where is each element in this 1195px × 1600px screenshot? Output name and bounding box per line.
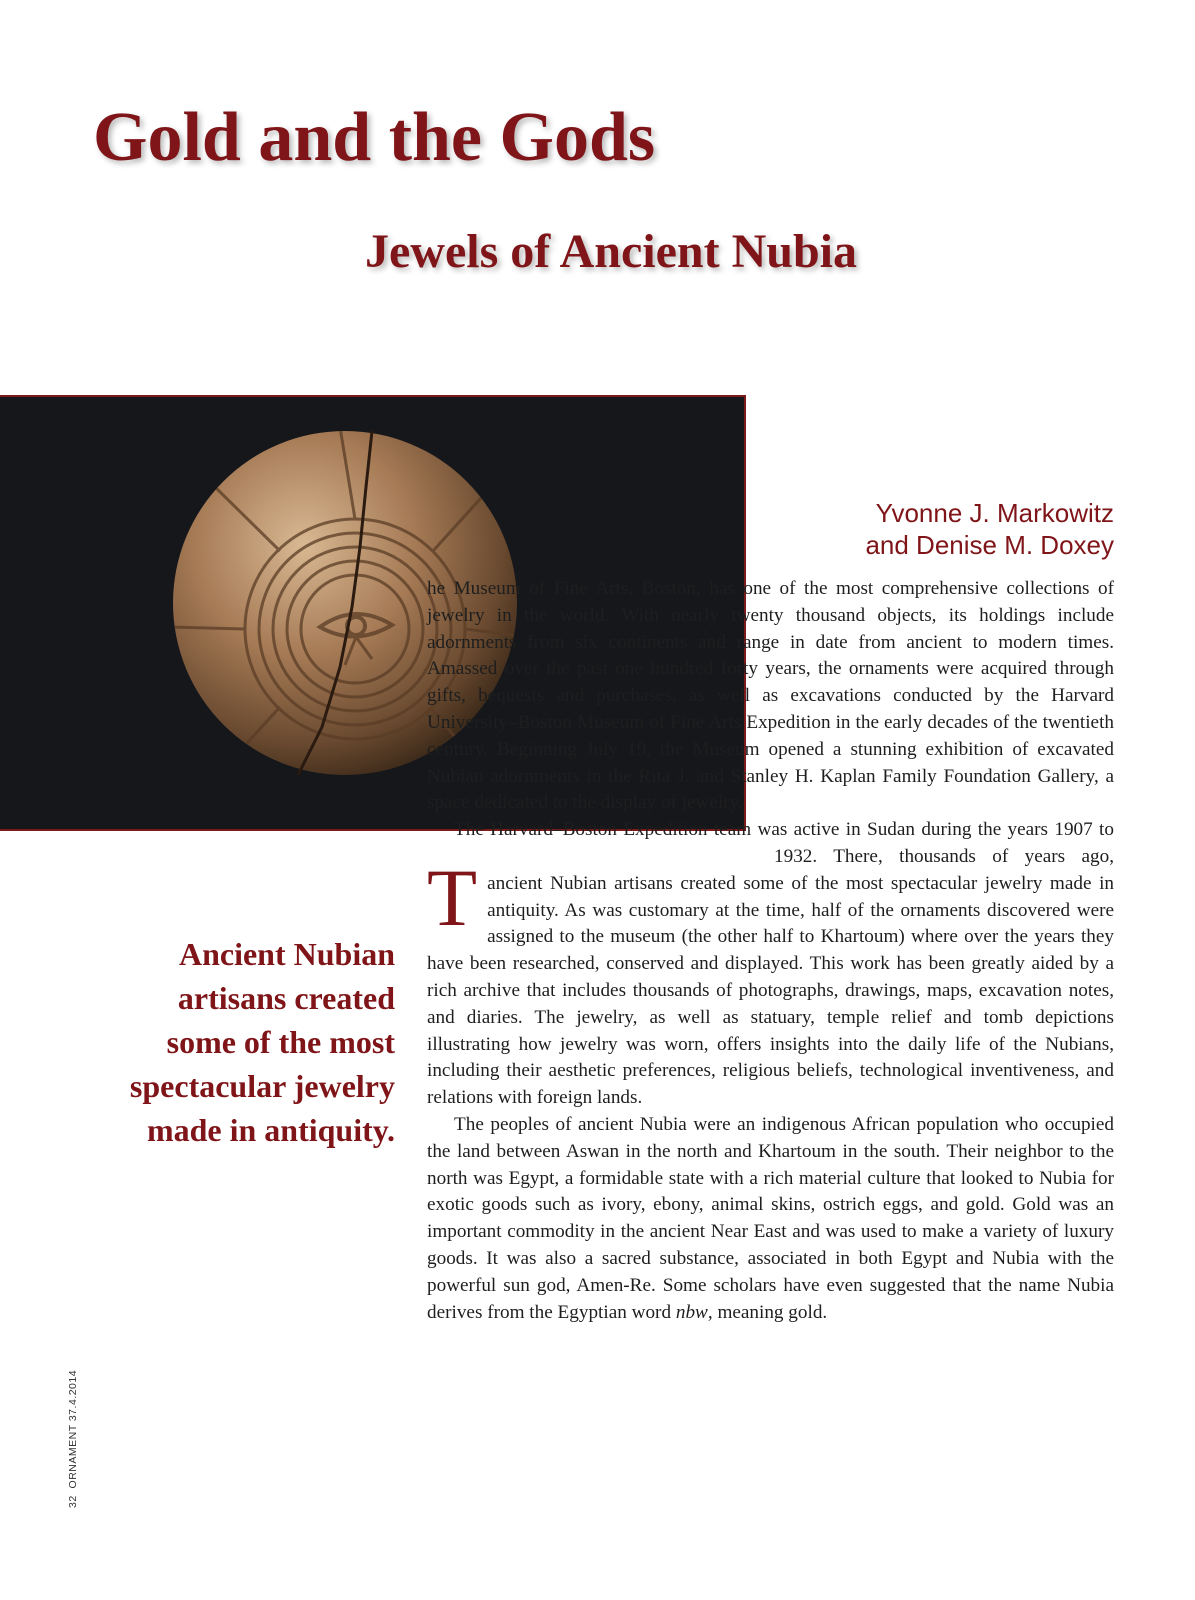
byline-author-2: and Denise M. Doxey <box>865 530 1114 560</box>
byline <box>865 497 1114 561</box>
pull-quote-line: made in antiquity. <box>146 1112 395 1148</box>
publication-issue: ORNAMENT 37.4.2014 <box>67 1369 79 1489</box>
pull-quote-line: some of the most <box>166 1024 395 1060</box>
paragraph-2: The Harvard–Boston Expedition team was active in Sudan during the years 1907 to 1932. There, thousands of years ago, ancient Nubian artisans created some of the most spectacular jewelry made in antiquity. As was customary at the time, half of the ornaments discovered were assigned to the museum (the other half to Khartoum) where over the years they have been researched, conserved and displayed. This work has been greatly aided by a rich archive that includes thousands of photographs, drawings, maps, excavation notes, and diaries. The jewelry, as well as statuary, temple relief and tomb depictions illustrating how jewelry was worn, offers insights into the daily life of the Nubians, including their aesthetic preferences, religious beliefs, technological inventiveness, and relations with foreign lands. <box>427 819 1114 1109</box>
folio <box>67 1370 79 1508</box>
drop-cap: T <box>427 852 478 943</box>
article-title: Gold and the Gods <box>93 99 656 176</box>
nbw-italic: nbw <box>675 1301 708 1323</box>
paragraph-3: The peoples of ancient Nubia were an indigenous African population who occupied the land between Aswan in the north and Khartoum in the south. Their neighbor to the north was Egypt, a formidable state with a rich material culture that looked to Nubia for exotic goods such as ivory, ebony, animal skins, ostrich eggs, and gold. Gold was an important commodity in the ancient Near East and was used to make a variety of luxury goods. It was also a sacred substance, associated in both Egypt and Nubia with the powerful sun god, Amen-Re. Some scholars have even suggested that the name Nubia derives from the Egyptian word nbw, meaning gold. <box>427 1113 1114 1323</box>
pull-quote-line: artisans created <box>177 980 395 1016</box>
pull-quote-line: spectacular jewelry <box>129 1068 395 1104</box>
article-subtitle: Jewels of Ancient Nubia <box>365 225 857 278</box>
paragraph-1: T he Museum of Fine Arts, Boston, has one of the most comprehensive collections of jewelry in the world. With nearly twenty thousand objects, its holdings include adornments from six continents and range in date from ancient to modern times. Amassed over the past one hundred forty years, the ornaments were acquired through gifts, bequests and purchases, as well as excavations conducted by the Harvard University–Boston Museum of Fine Arts Expedition in the early decades of the twentieth century. Beginning July 19, the Museum opened a stunning exhibition of excavated Nubian adornments in the Rita J. and Stanley H. Kaplan Family Foundation Gallery, a space dedicated to the display of jewelry. <box>427 578 1114 943</box>
byline-author-1: Yvonne J. Markowitz <box>875 498 1114 528</box>
page-number: 32 <box>67 1495 79 1508</box>
pull-quote <box>130 932 395 1152</box>
pull-quote-line: Ancient Nubian <box>178 936 395 972</box>
